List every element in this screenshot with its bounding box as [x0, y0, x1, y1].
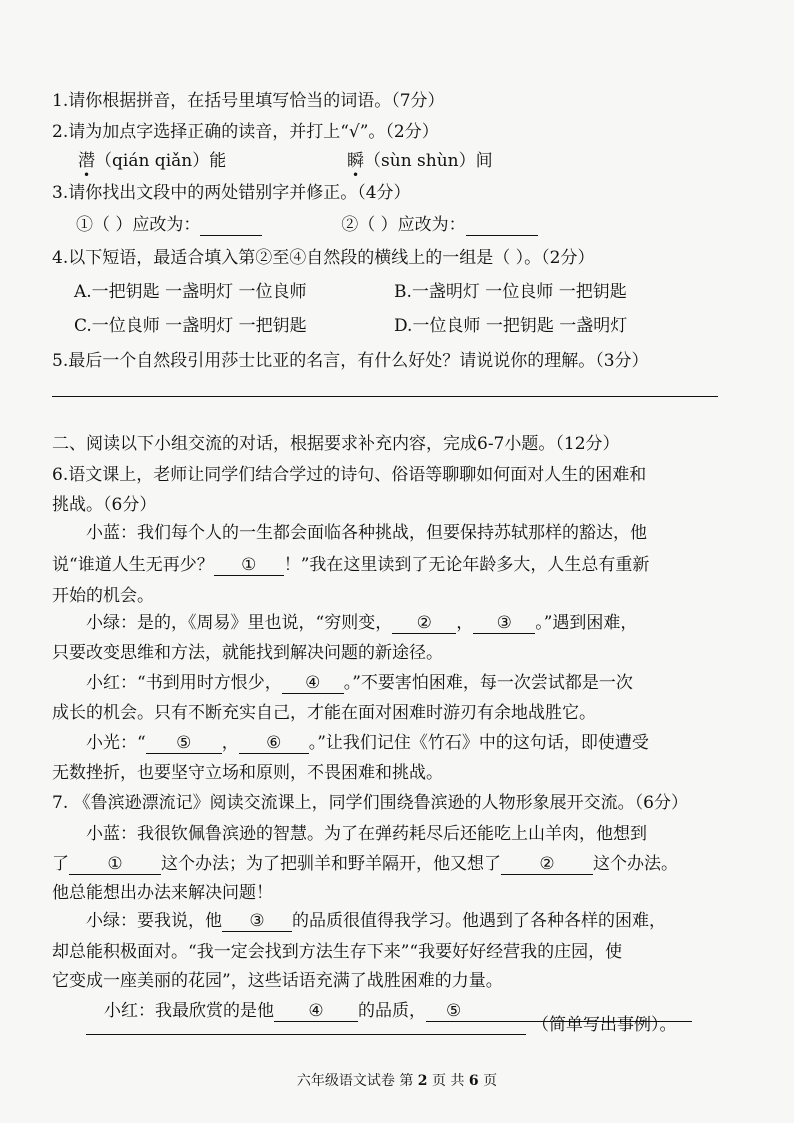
- xiaohong-2-line2: （简单写出事例）。: [532, 1015, 677, 1035]
- blank-6-6[interactable]: ⑥: [239, 733, 309, 754]
- question-4-options-row1: [74, 281, 734, 303]
- dotted-char-shun: 瞬: [347, 151, 365, 171]
- answer-line-7-5[interactable]: [86, 1034, 526, 1035]
- option-b[interactable]: B.一盏明灯 一位良师 一把钥匙: [394, 282, 627, 302]
- xiaohong-1-line1: 小红：“书到用时方恨少， ④ 。”不要害怕困难，每一次尝试都是一次: [86, 673, 633, 693]
- blank-6-2[interactable]: ②: [392, 613, 456, 634]
- xiaolan-1-line2: 说“谁道人生无再少？ ① ！”我在这里读到了无论年龄多大，人生总有重新: [52, 555, 650, 575]
- xiaolv-2-line1: 小绿：要我说，他 ③ 的品质很值得我学习。他遇到了各种各样的困难，: [86, 911, 666, 931]
- xiaolv-2-line3: 它变成一座美丽的花园”，这些话语充满了战胜困难的力量。: [52, 971, 503, 991]
- question-4: 4.以下短语，最适合填入第②至④自然段的横线上的一组是（ ）。（2分）: [52, 248, 595, 268]
- xiaoguang-line1: 小光：“ ⑤ ， ⑥ 。”让我们记住《竹石》中的这句话，即使遭受: [86, 733, 649, 753]
- blank-6-3[interactable]: ③: [473, 613, 535, 634]
- blank-6-1[interactable]: ①: [214, 555, 284, 576]
- answer-line-q5[interactable]: [52, 396, 718, 397]
- xiaolan-2-line3: 他总能想出办法来解决问题！: [52, 883, 273, 903]
- question-5: 5.最后一个自然段引用莎士比亚的名言，有什么好处？请说说你的理解。（3分）: [52, 351, 649, 371]
- xiaolv-2-line2: 却总能积极面对。“我一定会找到方法生存下来”“我要好好经营我的庄园，使: [52, 942, 623, 962]
- page-number: 2: [417, 1073, 428, 1089]
- question-3: 3.请你找出文段中的两处错别字并修正。（4分）: [52, 183, 411, 203]
- total-pages: 6: [468, 1073, 479, 1089]
- blank-7-3[interactable]: ③: [222, 911, 292, 932]
- xiaolan-2-line2: 了 ① 这个办法；为了把驯羊和野羊隔开，他又想了 ② 这个办法。: [52, 854, 678, 874]
- question-3-answer-row: [76, 214, 734, 236]
- xiaolan-1-line3: 开始的机会。: [52, 586, 154, 606]
- dotted-char-qian: 潜: [78, 151, 95, 171]
- xiaolv-1-line2: 只要改变思维和方法，就能找到解决问题的新途径。: [52, 643, 443, 663]
- question-2: 2.请为加点字选择正确的读音，并打上“√”。（2分）: [52, 122, 439, 142]
- question-6-line1: 6.语文课上，老师让同学们结合学过的诗句、俗语等聊聊如何面对人生的困难和: [52, 465, 647, 485]
- xiaoguang-line2: 无数挫折，也要坚守立场和原则，不畏困难和挑战。: [52, 763, 443, 783]
- correction-1-blank[interactable]: [200, 215, 262, 236]
- blank-7-2[interactable]: ②: [501, 854, 593, 875]
- correction-2-blank[interactable]: [466, 215, 538, 236]
- blank-7-4[interactable]: ④: [274, 1001, 358, 1022]
- blank-6-4[interactable]: ④: [282, 673, 344, 694]
- xiaohong-1-line2: 成长的机会。只有不断充实自己，才能在面对困难时游刃有余地战胜它。: [52, 703, 596, 723]
- question-7: 7. 《鲁滨逊漂流记》阅读交流课上，同学们围绕鲁滨逊的人物形象展开交流。（6分）: [52, 793, 688, 813]
- option-c[interactable]: C.一位良师 一盏明灯 一把钥匙: [74, 316, 307, 336]
- blank-6-5[interactable]: ⑤: [146, 733, 222, 754]
- blank-7-1[interactable]: ①: [69, 854, 161, 875]
- question-6-line2: 挑战。（6分）: [52, 495, 157, 515]
- correction-2-label: ②（ ）应改为：: [341, 215, 466, 235]
- xiaolan-2-line1: 小蓝：我很钦佩鲁滨逊的智慧。为了在弹药耗尽后还能吃上山羊肉，他想到: [86, 824, 647, 844]
- blank-7-5[interactable]: ⑤: [426, 1001, 692, 1022]
- option-a[interactable]: A.一把钥匙 一盏明灯 一位良师: [74, 282, 307, 302]
- question-2-options: [78, 150, 734, 172]
- question-1: 1.请你根据拼音，在括号里填写恰当的词语。（7分）: [52, 91, 445, 111]
- correction-1-label: ①（ ）应改为：: [76, 215, 201, 235]
- option-qian-pinyin: （qián qiǎn）能: [95, 151, 227, 171]
- option-d[interactable]: D.一位良师 一把钥匙 一盏明灯: [394, 316, 628, 336]
- xiaolv-1-line1: 小绿：是的，《周易》里也说，“穷则变， ② ， ③ 。”遇到困难，: [86, 613, 638, 633]
- section-2-heading: 二、阅读以下小组交流的对话，根据要求补充内容，完成6-7小题。（12分）: [52, 434, 620, 454]
- option-shun-pinyin: （sùn shùn）间: [364, 151, 493, 171]
- question-4-options-row2: [74, 315, 734, 337]
- page-footer: 六年级语文试卷 第 2 页 共 6 页: [296, 1073, 498, 1089]
- xiaolan-1-line1: 小蓝：我们每个人的一生都会面临各种挑战，但要保持苏轼那样的豁达，他: [86, 523, 647, 543]
- xiaohong-2-line1: 小红：我最欣赏的是他 ④ 的品质， ⑤: [104, 1000, 734, 1022]
